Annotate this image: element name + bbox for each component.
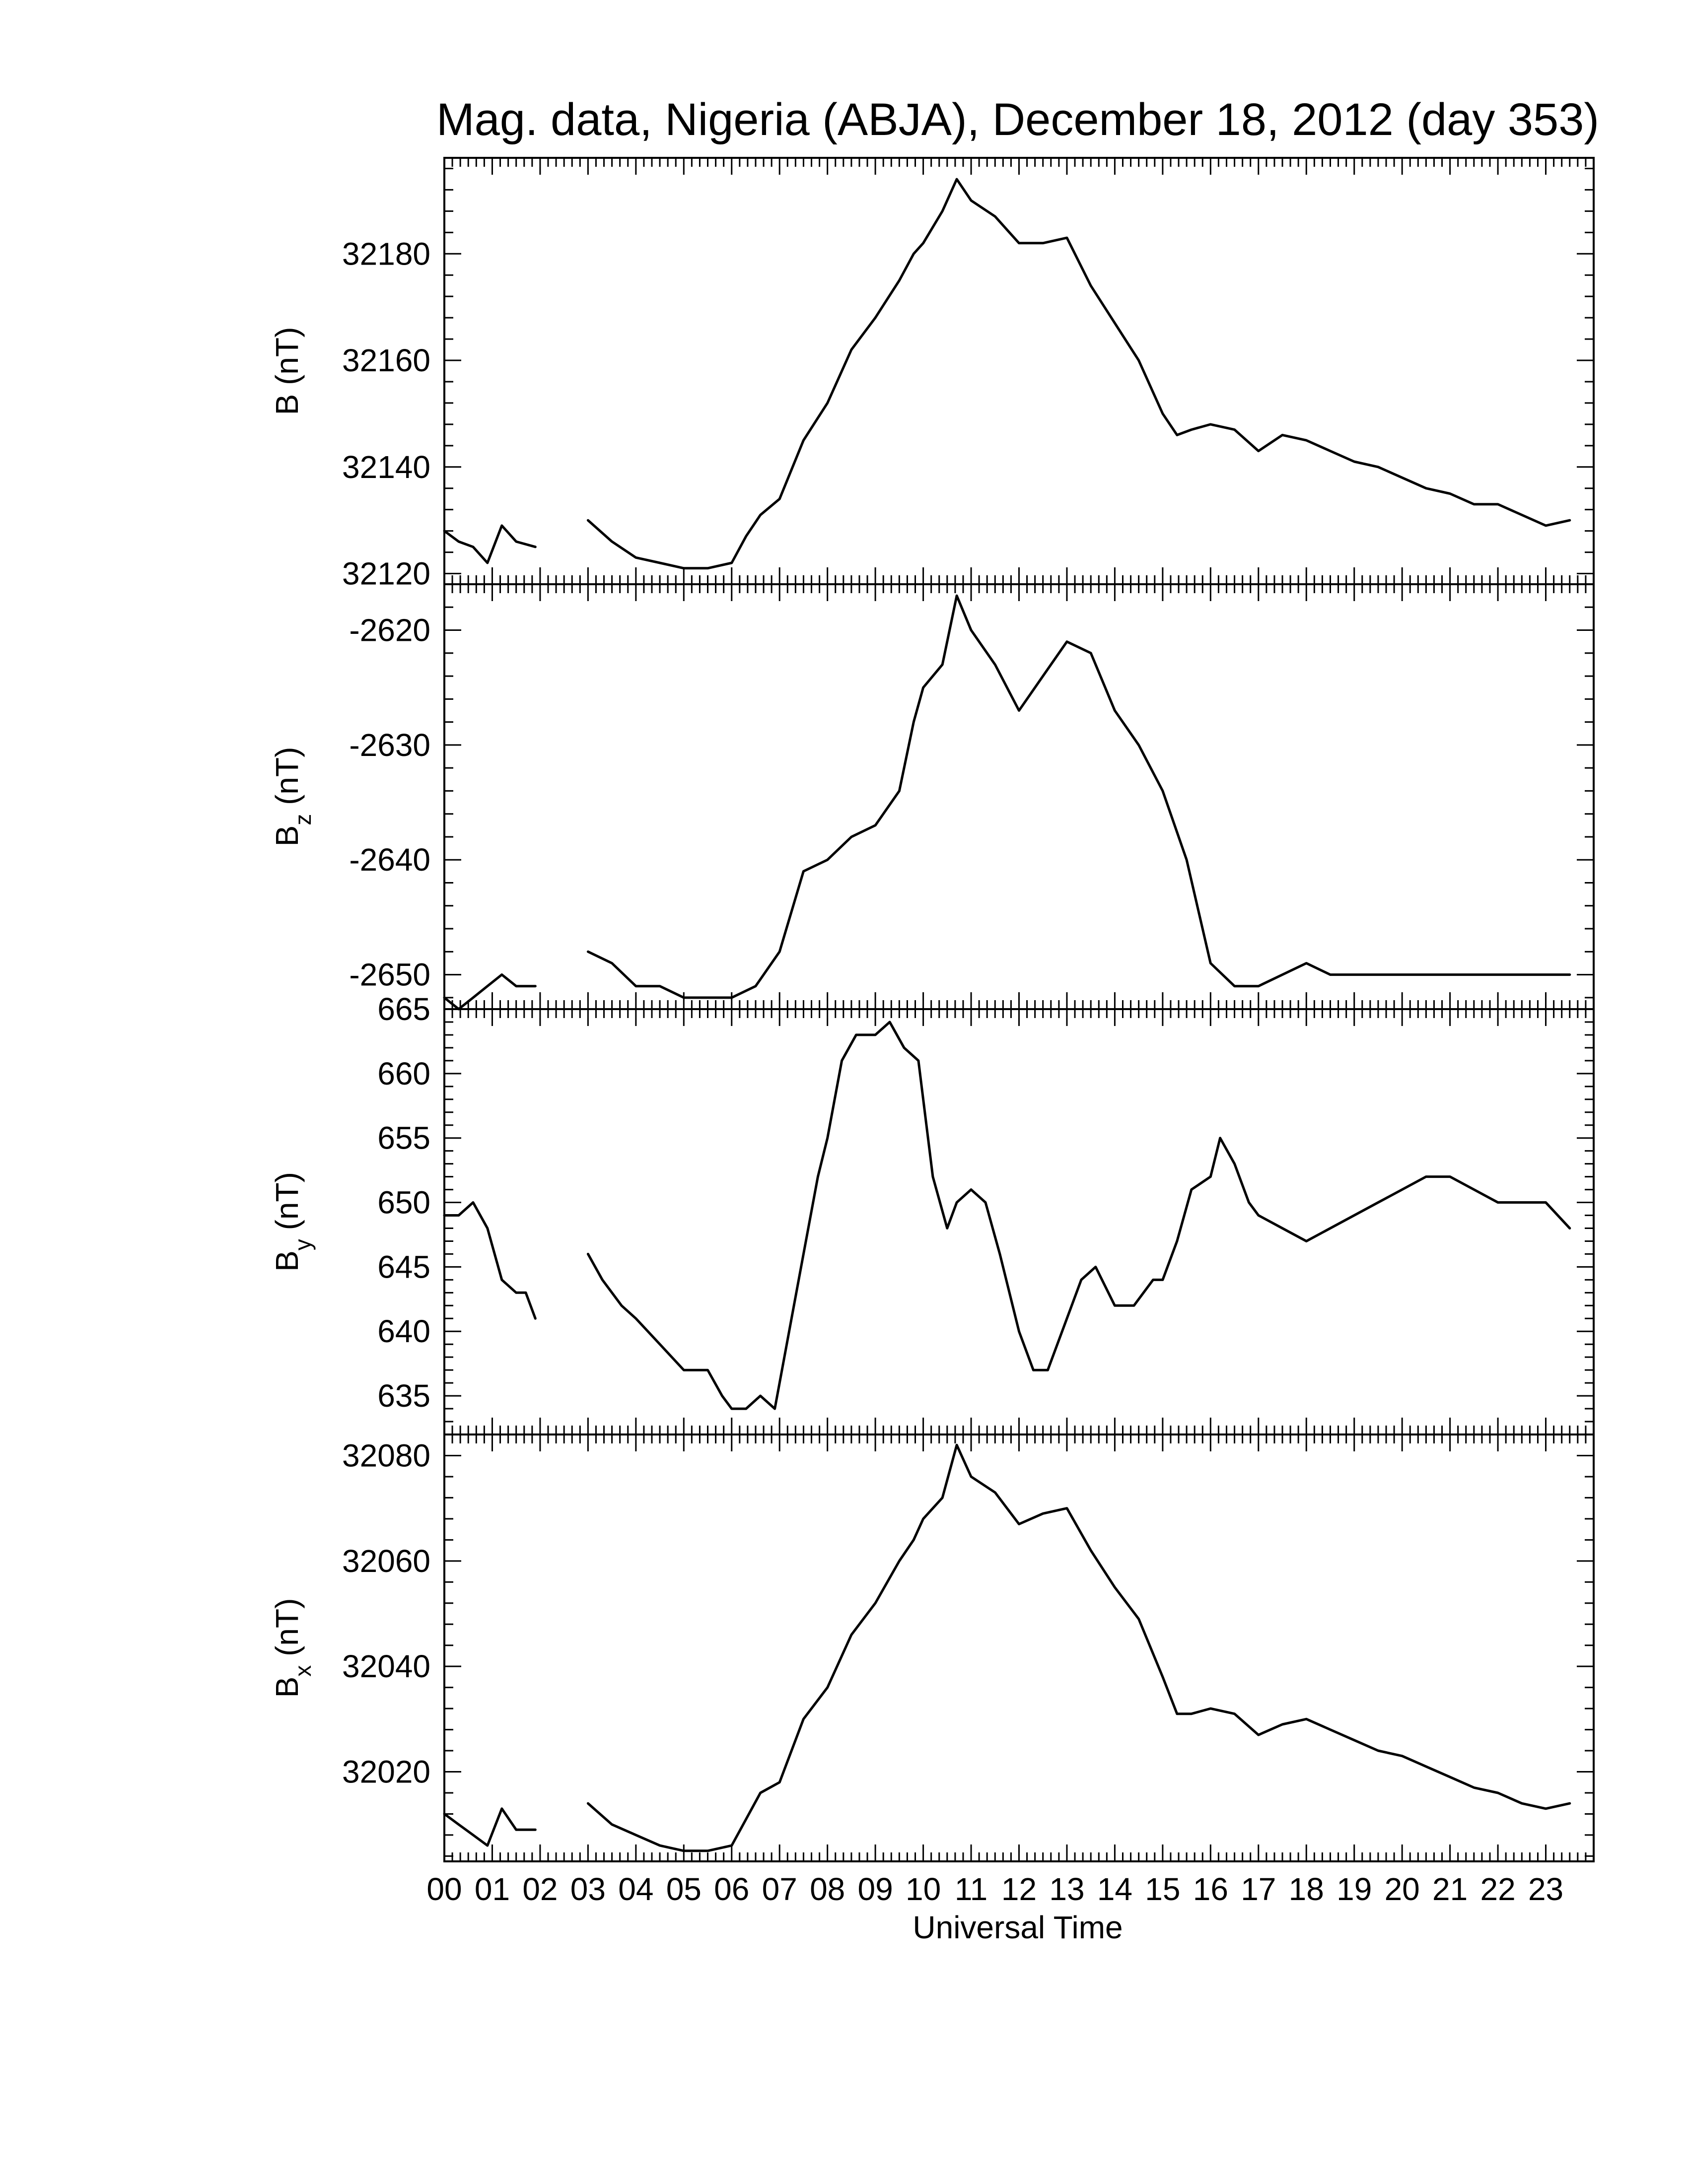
- x-tick-label: 03: [570, 1871, 606, 1907]
- x-tick-label: 22: [1480, 1871, 1516, 1907]
- y-label-subscript: y: [290, 1239, 316, 1251]
- y-tick-label: 665: [377, 991, 430, 1027]
- panel-By: [269, 991, 1594, 1434]
- x-tick-label: 18: [1288, 1871, 1324, 1907]
- y-tick-label: 32120: [342, 555, 430, 592]
- y-tick-label: 32160: [342, 342, 430, 379]
- x-tick-label: 05: [666, 1871, 702, 1907]
- y-tick-label: -2630: [349, 727, 430, 763]
- y-tick-label: 32080: [342, 1437, 430, 1474]
- panel-frame: [444, 1434, 1594, 1861]
- x-tick-label: 06: [714, 1871, 750, 1907]
- panel-frame: [444, 158, 1594, 584]
- x-tick-label: 07: [762, 1871, 797, 1907]
- panel-frame: [444, 1009, 1594, 1434]
- y-label-subscript: x: [290, 1665, 316, 1677]
- x-tick-label: 14: [1097, 1871, 1133, 1907]
- series-By-segment-2: [588, 1022, 1569, 1409]
- panel-Bx: [269, 1434, 1594, 1861]
- x-tick-label: 12: [1001, 1871, 1037, 1907]
- y-label-unit: (nT): [269, 327, 305, 394]
- x-tick-label: 09: [857, 1871, 893, 1907]
- x-tick-label: 21: [1432, 1871, 1468, 1907]
- series-By-segment-1: [444, 1203, 535, 1319]
- y-label-main: B: [269, 394, 305, 415]
- x-tick-label: 08: [810, 1871, 845, 1907]
- y-tick-label: 32140: [342, 449, 430, 485]
- panel-Bz: [269, 584, 1594, 1009]
- x-axis-label: Universal Time: [913, 1910, 1123, 1945]
- y-label-subscript: z: [290, 814, 316, 825]
- y-axis-label: [269, 327, 305, 415]
- x-tick-label: 11: [954, 1871, 988, 1907]
- x-tick-label: 17: [1241, 1871, 1276, 1907]
- panel-B: [269, 158, 1594, 592]
- series-B-segment-2: [588, 179, 1569, 568]
- x-tick-label: 13: [1049, 1871, 1085, 1907]
- x-tick-label: 15: [1145, 1871, 1181, 1907]
- y-tick-label: 635: [377, 1378, 430, 1414]
- series-Bx-segment-1: [444, 1809, 535, 1845]
- series-B-segment-1: [444, 526, 535, 563]
- y-tick-label: 650: [377, 1184, 430, 1221]
- x-tick-label: 23: [1528, 1871, 1564, 1907]
- series-Bz-segment-2: [588, 596, 1569, 998]
- chart-title: Mag. data, Nigeria (ABJA), December 18, 2012 (day 353): [436, 94, 1600, 145]
- y-tick-label: 660: [377, 1055, 430, 1092]
- x-tick-label: 20: [1384, 1871, 1420, 1907]
- y-axis-label: [269, 1172, 316, 1272]
- y-label-main: B: [269, 1676, 305, 1698]
- y-tick-label: -2650: [349, 956, 430, 993]
- x-tick-label: 10: [905, 1871, 941, 1907]
- y-tick-label: 32020: [342, 1754, 430, 1790]
- x-axis: [426, 1871, 1563, 1907]
- x-tick-label: 16: [1193, 1871, 1228, 1907]
- y-tick-label: 655: [377, 1120, 430, 1156]
- y-tick-label: -2620: [349, 612, 430, 648]
- panel-frame: [444, 584, 1594, 1009]
- y-label-unit: (nT): [269, 747, 305, 814]
- y-label-main: B: [269, 1250, 305, 1272]
- series-Bz-segment-1: [444, 975, 535, 1009]
- y-axis-label: [269, 1598, 316, 1698]
- y-tick-label: 32060: [342, 1543, 430, 1579]
- x-tick-label: 00: [426, 1871, 462, 1907]
- panels: [269, 158, 1594, 1861]
- x-tick-label: 19: [1336, 1871, 1372, 1907]
- y-tick-label: 645: [377, 1249, 430, 1285]
- x-tick-label: 01: [474, 1871, 510, 1907]
- x-tick-label: 02: [522, 1871, 558, 1907]
- y-axis-label: [269, 747, 316, 847]
- y-tick-label: 32040: [342, 1648, 430, 1685]
- y-tick-label: 32180: [342, 236, 430, 272]
- series-Bx-segment-2: [588, 1445, 1569, 1851]
- y-label-unit: (nT): [269, 1598, 305, 1665]
- y-label-main: B: [269, 825, 305, 847]
- x-tick-label: 04: [618, 1871, 654, 1907]
- y-tick-label: -2640: [349, 842, 430, 878]
- y-tick-label: 640: [377, 1313, 430, 1350]
- y-label-unit: (nT): [269, 1172, 305, 1239]
